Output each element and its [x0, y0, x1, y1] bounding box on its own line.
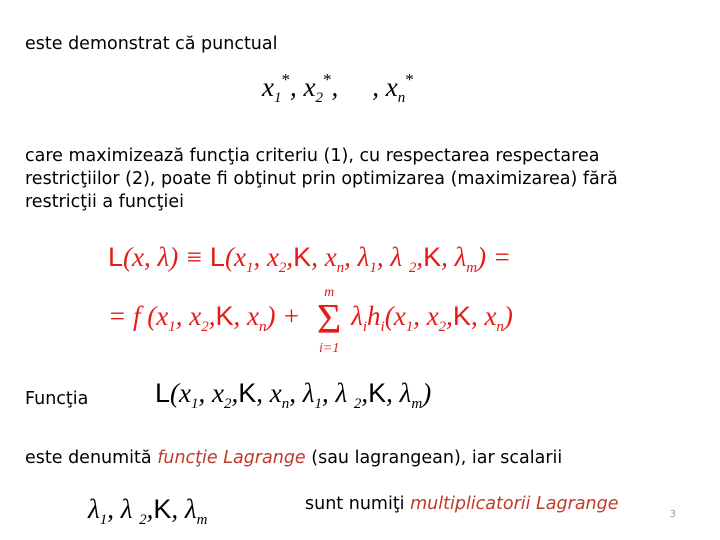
multipliers-line: sunt numiţi multiplicatorii Lagrange [305, 494, 619, 514]
optimal-point-formula: $x_1^*$, $x_2^*$, , $x_n^*$ [262, 70, 414, 106]
lagrangian-definition: L(x, $\lambda) \equiv L(x_1$, $x_2,K$, $x_n$, $\lambda_1$, λ $_2$,K, $\lambda_m$) = [108, 242, 512, 276]
term-functie-lagrange: funcţie Lagrange [157, 448, 306, 468]
functia-label: Funcţia [25, 389, 89, 409]
lagrangian-function: $L(x_1$, $x_2,K$, $x_n$, $\lambda_1$, λ $_2$,K, $\lambda_m$) [155, 378, 432, 412]
page-number: 3 [669, 509, 676, 520]
multipliers-formula: $\lambda_1$, λ $_2$,K, $\lambda_m$ [88, 494, 208, 528]
lagrangian-expansion: = f ($x_1$, $x_2,K$, $x_n$) + m Σ i=1 $\lambda_ih_i(x_1$, $x_2,K$, $x_n$) [108, 285, 513, 356]
lagrange-definition-line: este denumită funcţie Lagrange (sau lagrangean), iar scalarii [25, 448, 563, 468]
intro-line: este demonstrat că punctual [25, 34, 278, 54]
summation-sign: m Σ i=1 [316, 285, 342, 356]
term-multiplicatorii-lagrange: multiplicatorii Lagrange [410, 494, 619, 514]
description-paragraph: care maximizează funcţia criteriu (1), cu respectarea respectarea restricţiilor (2), poate fi obţinut prin optimizarea (maximizarea) fără restricţii a funcţiei [25, 146, 618, 212]
